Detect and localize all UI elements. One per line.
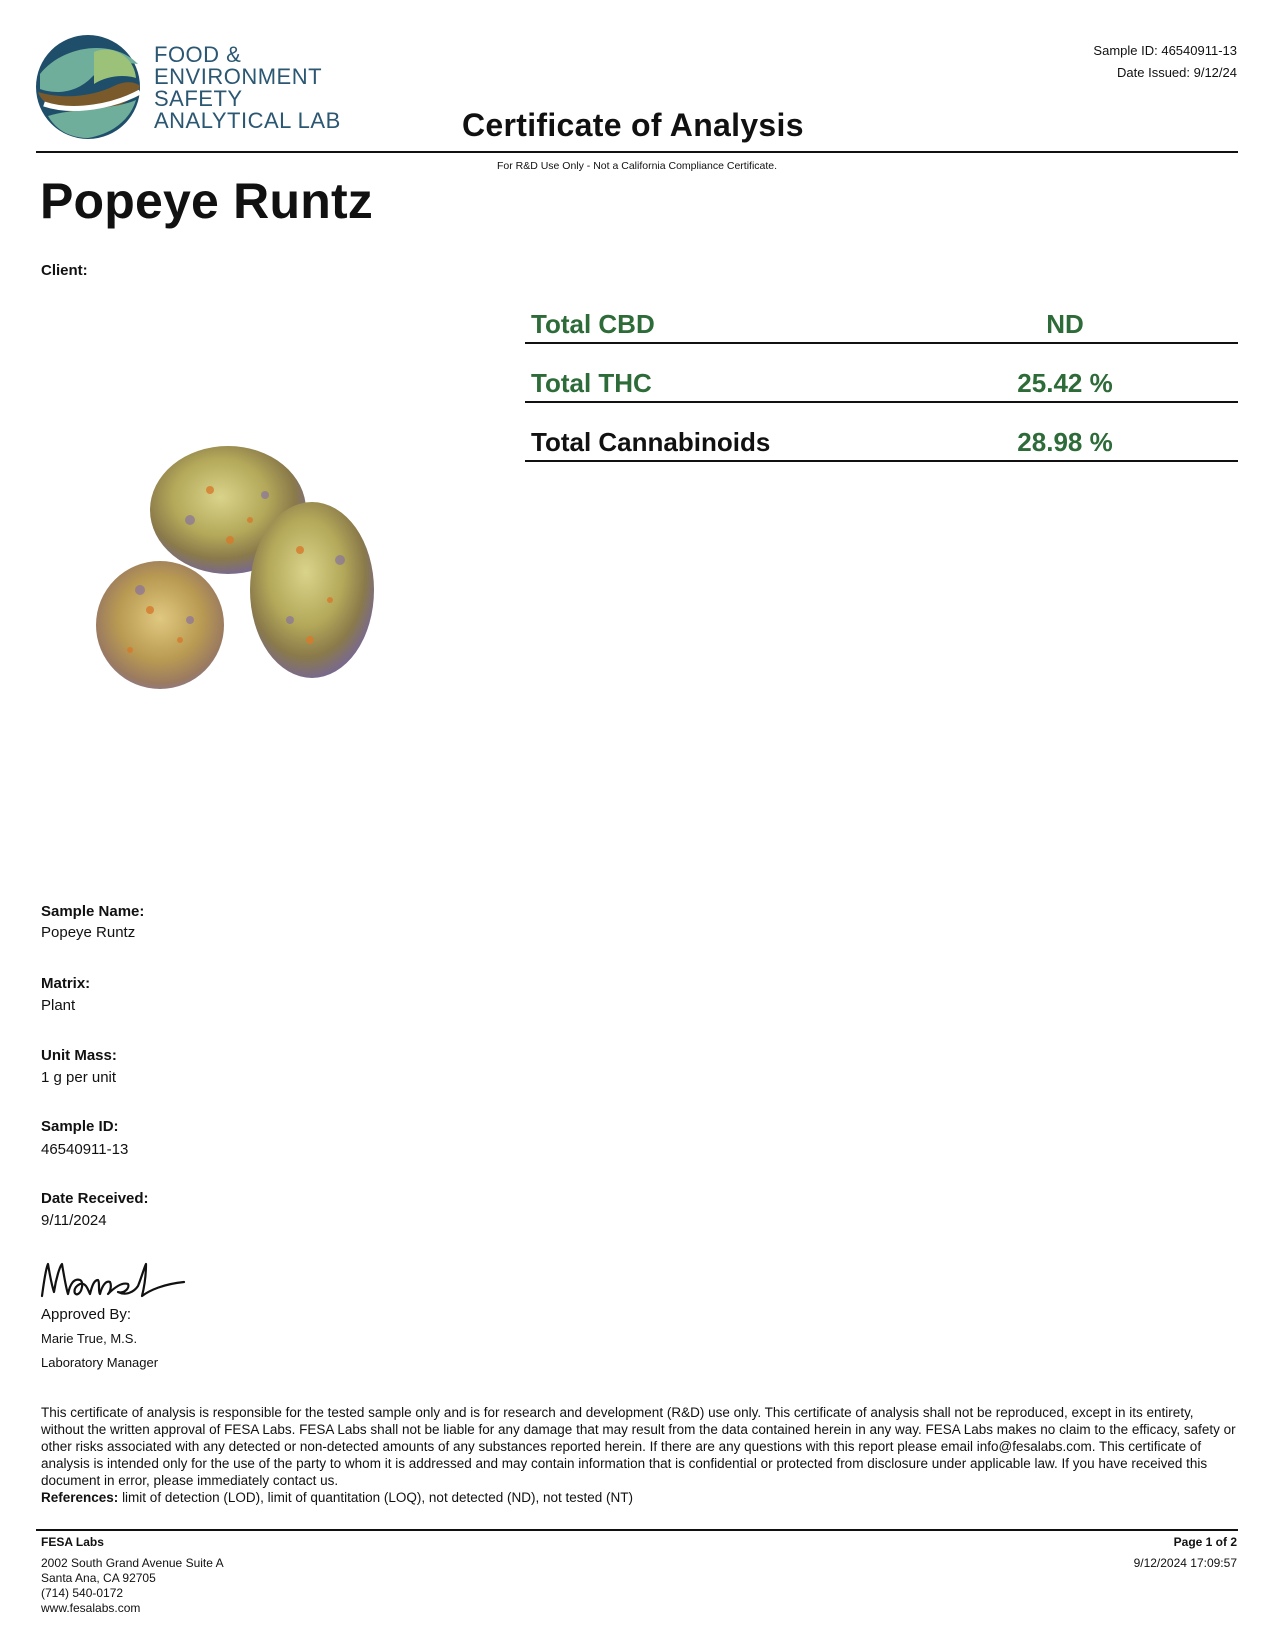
potency-row-thc [525, 343, 1238, 403]
footer-address [41, 1535, 224, 1616]
potency-value: 28.98 % [1017, 427, 1113, 457]
logo-line: ANALYTICAL LAB [154, 108, 341, 133]
footer-divider [36, 1529, 1238, 1531]
legal-disclaimer: This certificate of analysis is responsible for the tested sample only and is for research and development (R&D) use only. This certificate of analysis shall not be reproduced, except in its entirety, without the written approval of FESA Labs. FESA Labs shall not be liable for any damage that may result from the data contained herein in any way. FESA Labs makes no claim to the efficacy, safety or other risks associated with any detected or non-detected amounts of any substances reported herein. If there are any questions with this report please email info@fesalabs.com. This certificate of analysis is intended only for the use of the party to whom it is addressed and may contain information that is confidential or protected from disclosure under applicable law. If you have received this document in error, please immediately contact us. [41, 1405, 1236, 1488]
unit-mass-label: Unit Mass: [41, 1047, 117, 1064]
page-title: Certificate of Analysis [462, 107, 804, 143]
unit-mass-value: 1 g per unit [41, 1069, 117, 1086]
sample-id-value: 46540911-13 [41, 1141, 129, 1158]
matrix-value: Plant [41, 997, 76, 1014]
logo-mark [36, 35, 140, 139]
potency-label: Total Cannabinoids [531, 427, 771, 457]
logo-wordmark [154, 44, 341, 132]
date-received-value: 9/11/2024 [41, 1212, 107, 1229]
approved-by-label: Approved By: [41, 1306, 132, 1323]
product-image [90, 440, 380, 700]
page-number: Page 1 of 2 [1173, 1535, 1237, 1549]
potency-value: ND [1046, 309, 1084, 339]
product-name: Popeye Runtz [40, 173, 373, 229]
footer-phone: (714) 540-0172 [41, 1586, 124, 1600]
references-text: limit of detection (LOD), limit of quantitation (LOQ), not detected (ND), not tested (NT) [122, 1490, 634, 1505]
document-meta [1093, 40, 1237, 84]
potency-value: 25.42 % [1017, 368, 1113, 398]
logo-line: FOOD & [154, 42, 242, 67]
matrix-label: Matrix: [41, 975, 91, 992]
logo-line: SAFETY [154, 86, 243, 111]
footer-timestamp: 9/12/2024 17:09:57 [1133, 1556, 1237, 1570]
footer-page-info [1134, 1535, 1237, 1571]
date-received-label: Date Received: [41, 1190, 149, 1207]
header-divider [36, 151, 1238, 153]
potency-label: Total THC [531, 368, 652, 398]
approver-title: Laboratory Manager [41, 1355, 159, 1370]
sample-name-value: Popeye Runtz [41, 924, 136, 941]
potency-row-total [525, 402, 1238, 462]
sample-id-header: Sample ID: 46540911-13 [1093, 43, 1237, 58]
potency-row-cbd [525, 284, 1238, 344]
approver-name: Marie True, M.S. [41, 1331, 138, 1346]
references-label: References: [41, 1490, 119, 1505]
rd-disclaimer: For R&D Use Only - Not a California Compliance Certificate. [496, 160, 778, 172]
sample-name-label: Sample Name: [41, 903, 145, 920]
footer-website[interactable]: www.fesalabs.com [41, 1601, 141, 1615]
sample-id-label: Sample ID: [41, 1118, 119, 1135]
signature [38, 1256, 188, 1302]
references [41, 1490, 633, 1505]
footer-address-line1: 2002 South Grand Avenue Suite A [41, 1556, 224, 1570]
footer-address-line2: Santa Ana, CA 92705 [41, 1571, 156, 1585]
date-issued: Date Issued: 9/12/24 [1117, 65, 1237, 80]
client-label: Client: [41, 262, 88, 279]
logo-line: ENVIRONMENT [154, 64, 323, 89]
potency-label: Total CBD [531, 309, 655, 339]
footer-company: FESA Labs [41, 1535, 104, 1549]
